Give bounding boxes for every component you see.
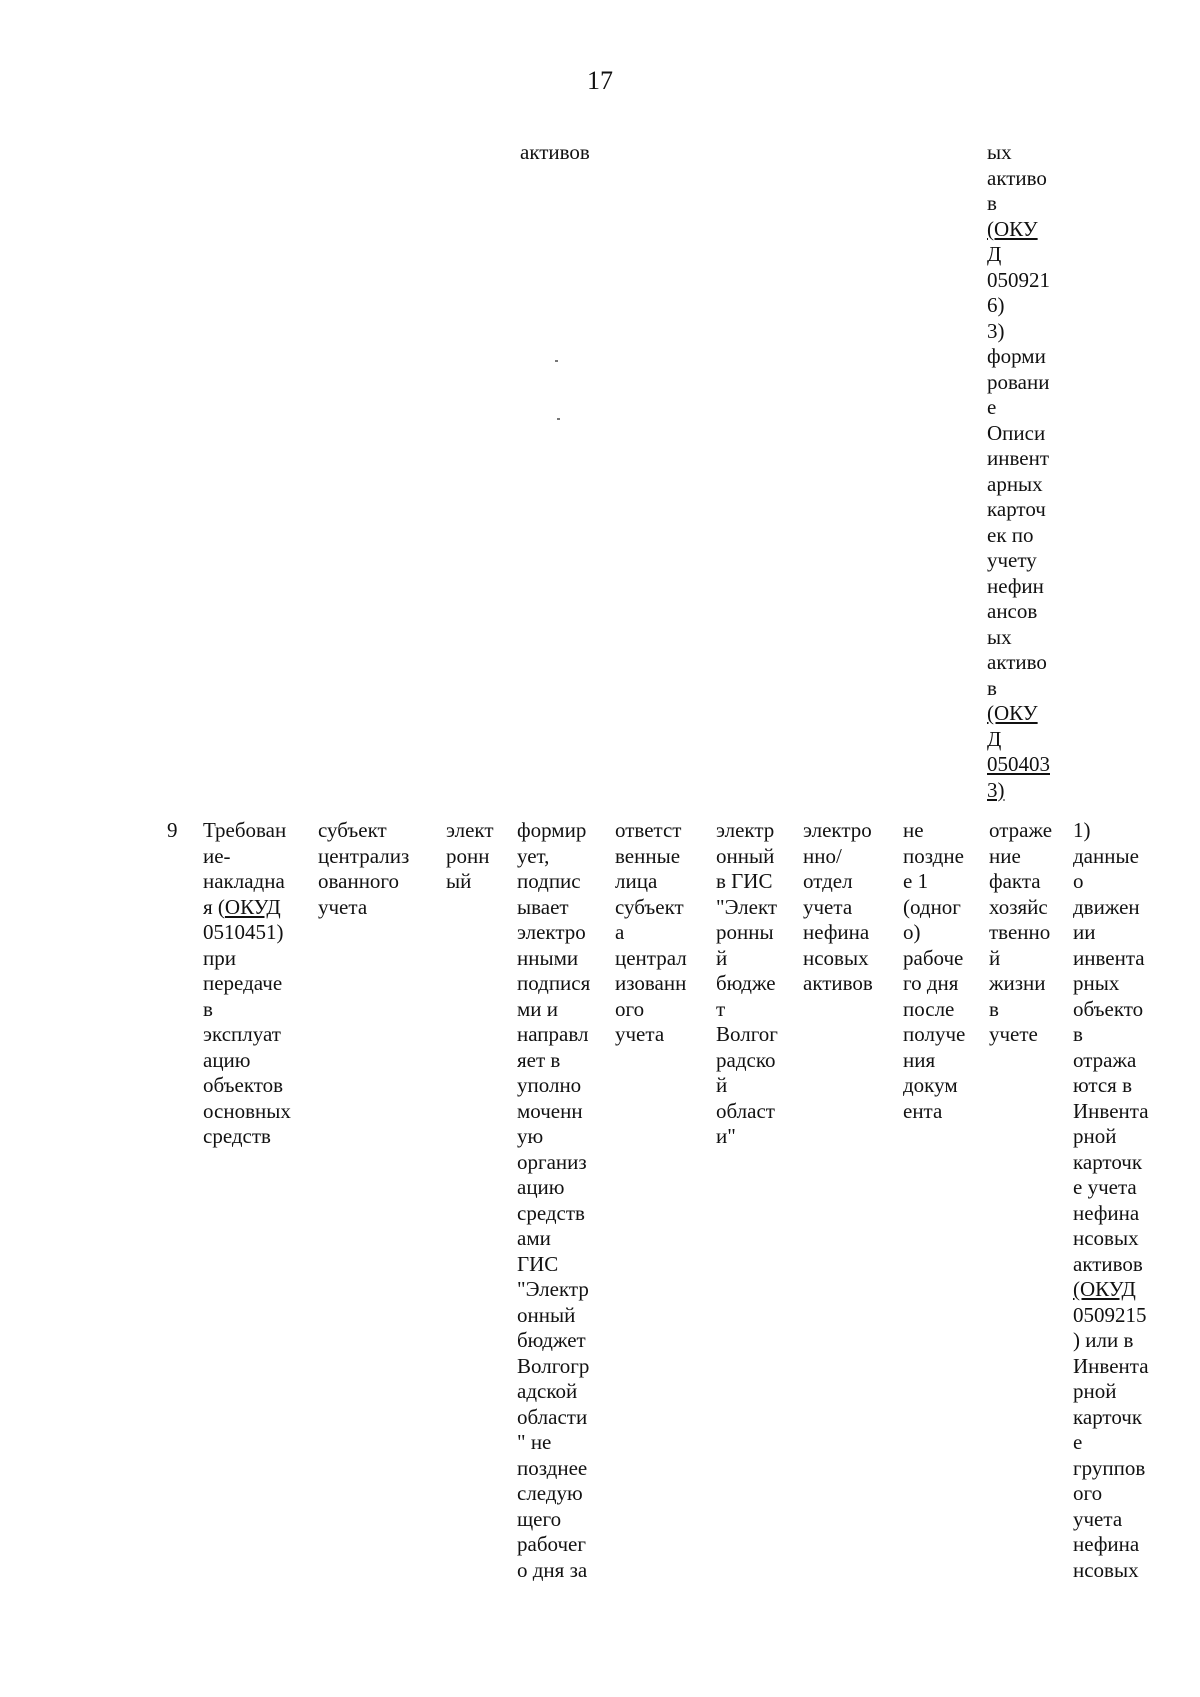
text-line: следую (517, 1481, 583, 1505)
text-line: Волгог (716, 1022, 778, 1046)
text-line: рабочег (517, 1532, 586, 1556)
text-line: бюджет (517, 1328, 586, 1352)
action-cell (517, 818, 590, 1583)
text-line: о дня за (517, 1557, 588, 1582)
text-line: централиз (318, 843, 410, 868)
text-line: е (987, 395, 997, 419)
text-line: 050921 (987, 267, 1050, 292)
text-line: ответст (615, 818, 682, 842)
text-line: ого (1073, 1481, 1103, 1505)
text-line: Д (987, 242, 1002, 266)
text-line: й (716, 1073, 728, 1097)
text-line: в (987, 191, 997, 215)
text-line: нно/ (803, 843, 842, 868)
text-line: группов (1073, 1455, 1146, 1480)
text-line: данные (1073, 843, 1139, 868)
text-line: ансов (987, 599, 1038, 623)
text-line: нсовых (803, 945, 869, 970)
text-line: отдел (803, 869, 853, 893)
text-line: форми (987, 344, 1046, 368)
text-line: ованного (318, 869, 400, 893)
result-cell (1073, 818, 1149, 1583)
text-line: адской (517, 1379, 578, 1403)
text-line: средств (517, 1200, 585, 1225)
text-line: ГИС (517, 1251, 559, 1276)
text-line: т (716, 996, 726, 1021)
text-line: ых (987, 624, 1012, 649)
text-line: рной (1073, 1379, 1117, 1403)
text-line: 3) (987, 318, 1005, 343)
text-line: ывает (517, 894, 569, 919)
text-line: твенно (989, 920, 1051, 944)
text-line: учета (318, 894, 368, 919)
text-line: получе (903, 1022, 966, 1046)
text-line: основных (203, 1098, 291, 1123)
document-name-cell (203, 818, 291, 1150)
text-line: рабоче (903, 945, 964, 970)
text-line: ого (615, 996, 645, 1021)
text-line: 0509215 (1073, 1302, 1147, 1327)
text-line: ровани (987, 369, 1050, 394)
text-line: 0510451) (203, 920, 284, 944)
text-line: " не (517, 1430, 552, 1454)
text-line: онный (716, 843, 775, 868)
form-cell (446, 818, 494, 895)
text-line: элект (446, 818, 494, 842)
text-line: ек по (987, 522, 1034, 547)
text-line: жизни (989, 971, 1046, 995)
text-line: Д (987, 726, 1002, 751)
text-line: позднее (517, 1455, 588, 1480)
text-line: "Элект (716, 894, 778, 919)
text-line: бюдже (716, 971, 776, 995)
text-line: инвента (1073, 945, 1145, 970)
text-line: 3) (987, 777, 1005, 802)
text-line: (одног (903, 894, 961, 919)
text-line: ние (989, 843, 1021, 868)
text-line: в (989, 996, 999, 1021)
text-line: Требован (203, 818, 287, 842)
text-line: о) (903, 920, 921, 944)
text-line: лица (615, 869, 658, 893)
text-line: нефин (987, 573, 1044, 598)
text-line: ронны (716, 920, 774, 944)
purpose-cell (989, 818, 1052, 1048)
text-line: электро (803, 818, 872, 842)
text-line: го дня (903, 971, 959, 995)
text-line: ются в (1073, 1073, 1132, 1097)
text-line: учету (987, 548, 1037, 572)
text-line: эксплуат (203, 1022, 281, 1046)
text-line: объекто (1073, 996, 1144, 1021)
text-line: после (903, 996, 955, 1021)
text-line: средств (203, 1124, 271, 1148)
text-line: ронн (446, 843, 490, 868)
text-line: передаче (203, 971, 283, 995)
text-line: й (989, 945, 1001, 970)
text-line: отраже (989, 818, 1053, 842)
text-line: нефина (803, 920, 870, 944)
text-line: докум (903, 1073, 958, 1097)
text-line: подпис (517, 869, 581, 893)
originator-cell (318, 818, 409, 920)
text-line: Инвента (1073, 1098, 1149, 1123)
deadline-cell (903, 818, 965, 1124)
text-line: подпися (517, 971, 591, 995)
text-line: й (716, 945, 728, 970)
text-line: (ОКУД (1073, 1277, 1136, 1301)
text-line: моченн (517, 1098, 583, 1123)
text-line: изованн (615, 971, 687, 995)
scan-speck (555, 360, 558, 362)
text-line: в (1073, 1022, 1083, 1046)
text-line: (ОКУ (987, 701, 1038, 725)
text-line: накладна (203, 869, 285, 893)
text-line: активов (1073, 1251, 1143, 1276)
text-line: при (203, 945, 236, 970)
text-line: ую (517, 1124, 544, 1148)
text-line: яет в (517, 1047, 561, 1072)
text-line: 050403 (987, 752, 1050, 776)
system-cell (716, 818, 778, 1150)
text-line: радско (716, 1047, 776, 1072)
text-line: объектов (203, 1073, 284, 1097)
text-line: нсовых (1073, 1557, 1139, 1582)
text-line: ента (903, 1098, 943, 1123)
text-line: активо (987, 165, 1047, 190)
text-line: инвент (987, 446, 1050, 470)
text-line: хозяйс (989, 894, 1048, 919)
text-line: активов (803, 971, 873, 995)
text-line: ых (987, 140, 1012, 164)
text-line: организ (517, 1149, 587, 1174)
page-number: 17 (587, 66, 613, 95)
text-line: е учета (1073, 1175, 1137, 1199)
text-line: ацию (203, 1047, 251, 1072)
text-line: не (903, 818, 924, 842)
text-line: рных (1073, 971, 1120, 995)
text-line: (ОКУ (987, 216, 1038, 241)
text-line: и" (716, 1124, 736, 1148)
text-line: венные (615, 843, 681, 868)
text-line: ) или в (1073, 1328, 1134, 1352)
text-line: Описи (987, 420, 1046, 445)
text-line: движен (1073, 894, 1140, 919)
text-line: ацию (517, 1175, 565, 1199)
text-line: активо (987, 650, 1047, 674)
text-line: нефина (1073, 1532, 1140, 1556)
text-line: учете (989, 1022, 1038, 1046)
text-line: учета (1073, 1506, 1123, 1531)
text-line: факта (989, 869, 1041, 893)
text-line: в (987, 675, 997, 700)
text-line: ый (446, 869, 472, 893)
text-line: арных (987, 471, 1043, 496)
text-line: рной (1073, 1124, 1117, 1148)
text-line: нсовых (1073, 1226, 1139, 1250)
text-line: субъект (615, 894, 684, 919)
text-line: щего (517, 1506, 562, 1531)
text-line: ния (903, 1047, 936, 1072)
text-line: 1) (1073, 818, 1091, 842)
text-line: поздне (903, 843, 964, 868)
text-line: ует, (517, 843, 550, 868)
text-line: области (517, 1404, 588, 1429)
text-line: учета (615, 1022, 665, 1046)
responsible-cell (615, 818, 687, 1048)
text-line: отража (1073, 1047, 1137, 1072)
text-line: учета (803, 894, 853, 919)
text-line: карточ (987, 497, 1046, 521)
text-line: нными (517, 945, 579, 970)
text-line: электр (716, 818, 775, 842)
text-line: уполно (517, 1073, 582, 1097)
text-line: субъект (318, 818, 387, 842)
text-line: област (716, 1098, 775, 1123)
text-line: "Электр (517, 1277, 589, 1301)
continuation-action-cell: активов (520, 140, 590, 164)
text-line: е (1073, 1430, 1083, 1454)
text-line: в ГИС (716, 869, 773, 893)
continuation-result-cell (987, 140, 1050, 803)
text-line: направл (517, 1022, 589, 1046)
text-line: Волгогр (517, 1353, 590, 1378)
text-line: карточк (1073, 1149, 1143, 1174)
text-line: формир (517, 818, 587, 842)
text-line: Инвента (1073, 1353, 1149, 1378)
text-line: централ (615, 945, 687, 970)
row-number: 9 (167, 818, 178, 842)
text-line: ми и (517, 996, 559, 1021)
text-line: а (615, 920, 625, 944)
text-line: я (ОКУД (203, 894, 281, 919)
text-line: ие- (203, 843, 231, 868)
text-line: 6) (987, 293, 1005, 317)
text-line: е 1 (903, 869, 929, 893)
text-line: карточк (1073, 1404, 1143, 1429)
text-line: о (1073, 869, 1084, 893)
scan-speck (557, 418, 560, 420)
text-line: онный (517, 1302, 576, 1327)
text-line: нефина (1073, 1200, 1140, 1225)
text-line: в (203, 996, 213, 1021)
text-line: ами (517, 1226, 551, 1250)
recipient-cell (803, 818, 873, 997)
text-line: ии (1073, 920, 1096, 944)
text-line: электро (517, 920, 586, 944)
